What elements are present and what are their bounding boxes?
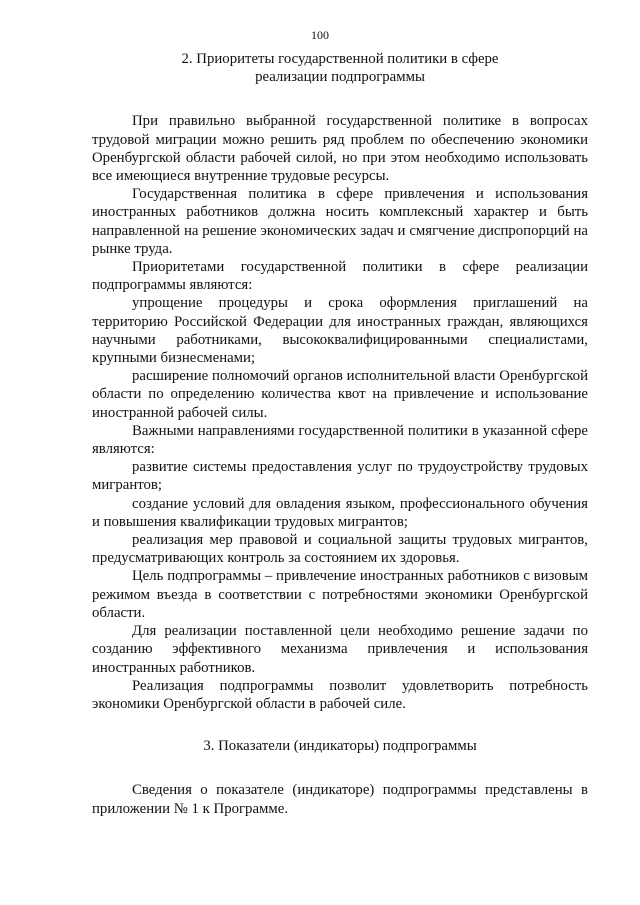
list-item: упрощение процедуры и срока оформления приглашений на территорию Российской Федерации для иностранных граждан, являющихся научными работниками, высококвалифицированными специалистами, крупными бизнесменами; <box>92 295 588 367</box>
section-2-title-line-2: реализации подпрограммы <box>255 69 425 86</box>
paragraph: При правильно выбранной государственной политике в вопросах трудовой миграции можно решить ряд проблем по обеспечению экономики Оренбургской области рабочей силой, но при этом необходимо использовать все имеющиеся внутренние трудовые ресурсы. <box>92 113 588 185</box>
section-2-title-line-1: 2. Приоритеты государственной политики в сфере <box>181 51 499 67</box>
paragraph: Реализация подпрограммы позволит удовлетворить потребность экономики Оренбургской области в рабочей силе. <box>92 677 588 712</box>
list-item: развитие системы предоставления услуг по трудоустройству трудовых мигрантов; <box>92 459 588 494</box>
section-2-heading <box>92 50 588 86</box>
paragraph: Государственная политика в сфере привлечения и использования иностранных работников должна носить комплексный характер и быть направленной на решение экономических задач и смягчение диспропорций на рынке труда. <box>92 186 588 257</box>
document-body <box>92 50 588 818</box>
list-item: реализация мер правовой и социальной защиты трудовых мигрантов, предусматривающих контроль за состоянием их здоровья. <box>92 532 588 567</box>
paragraph: Сведения о показателе (индикаторе) подпрограммы представлены в приложении № 1 к Программе. <box>92 782 588 817</box>
list-item: создание условий для овладения языком, профессионального обучения и повышения квалификации трудовых мигрантов; <box>92 495 588 530</box>
section-3-heading: 3. Показатели (индикаторы) подпрограммы <box>203 738 477 755</box>
paragraph: Для реализации поставленной цели необходимо решение задачи по созданию эффективного механизма привлечения и использования иностранных работников. <box>92 623 588 676</box>
paragraph: Важными направлениями государственной политики в указанной сфере являются: <box>92 422 588 458</box>
paragraph: Приоритетами государственной политики в сфере реализации подпрограммы являются: <box>92 259 588 294</box>
page-number: 100 <box>311 28 329 42</box>
section-2-body <box>92 112 588 713</box>
list-item: расширение полномочий органов исполнительной власти Оренбургской области по определению количества квот на привлечение и использование иностранной рабочей силы. <box>92 368 588 421</box>
section-3-body <box>92 781 588 817</box>
paragraph: Цель подпрограммы – привлечение иностранных работников с визовым режимом въезда в соответствии с потребностями экономики Оренбургской области. <box>92 568 588 621</box>
